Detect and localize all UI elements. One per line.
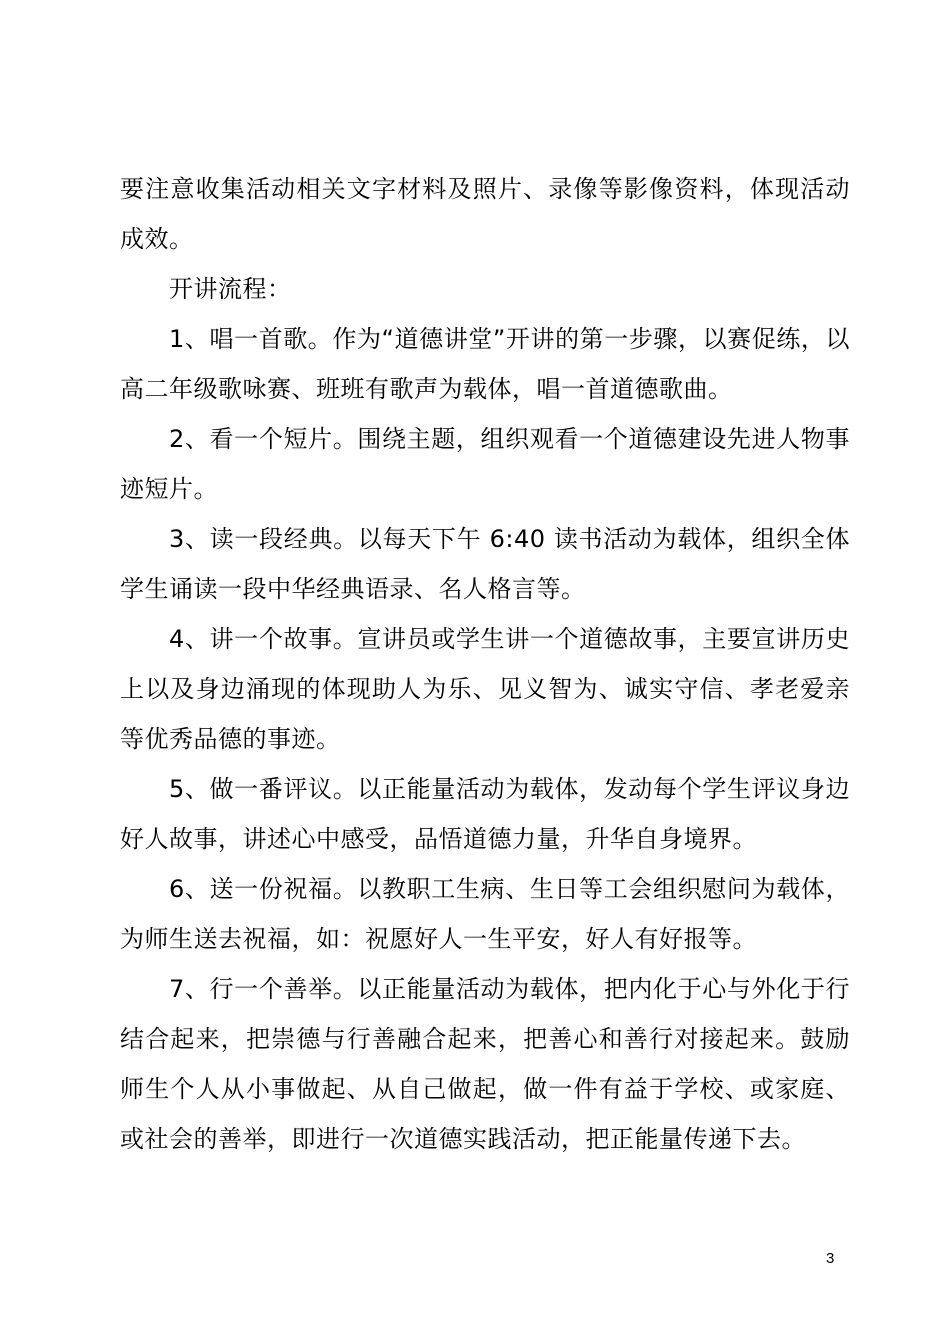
paragraph-step-5: 5、做一番评议。以正能量活动为载体，发动每个学生评议身边好人故事，讲述心中感受，品悟道德力量，升华自身境界。 <box>120 775 850 853</box>
paragraph-continuation: 要注意收集活动相关文字材料及照片、录像等影像资料，体现活动成效。 <box>120 175 850 253</box>
paragraph-step-4: 4、讲一个故事。宣讲员或学生讲一个道德故事，主要宣讲历史上以及身边涌现的体现助人为乐、见义智为、诚实守信、孝老爱亲等优秀品德的事迹。 <box>120 625 850 753</box>
paragraph-step-3: 3、读一段经典。以每天下午 6:40 读书活动为载体，组织全体学生诵读一段中华经典语录、名人格言等。 <box>120 525 850 603</box>
paragraph-step-1: 1、唱一首歌。作为“道德讲堂”开讲的第一步骤，以赛促练，以高二年级歌咏赛、班班有歌声为载体，唱一首道德歌曲。 <box>120 325 850 403</box>
paragraph-step-6: 6、送一份祝福。以教职工生病、生日等工会组织慰问为载体，为师生送去祝福，如：祝愿好人一生平安，好人有好报等。 <box>120 875 850 953</box>
paragraph-step-7: 7、行一个善举。以正能量活动为载体，把内化于心与外化于行结合起来，把崇德与行善融合起来，把善心和善行对接起来。鼓励师生个人从小事做起、从自己做起，做一件有益于学校、或家庭、或社会的善举，即进行一次道德实践活动，把正能量传递下去。 <box>120 975 850 1153</box>
document-body <box>120 164 850 1164</box>
paragraph-heading-process: 开讲流程： <box>169 275 292 303</box>
page-number: 3 <box>826 1250 835 1267</box>
paragraph-step-2: 2、看一个短片。围绕主题，组织观看一个道德建设先进人物事迹短片。 <box>120 425 850 503</box>
